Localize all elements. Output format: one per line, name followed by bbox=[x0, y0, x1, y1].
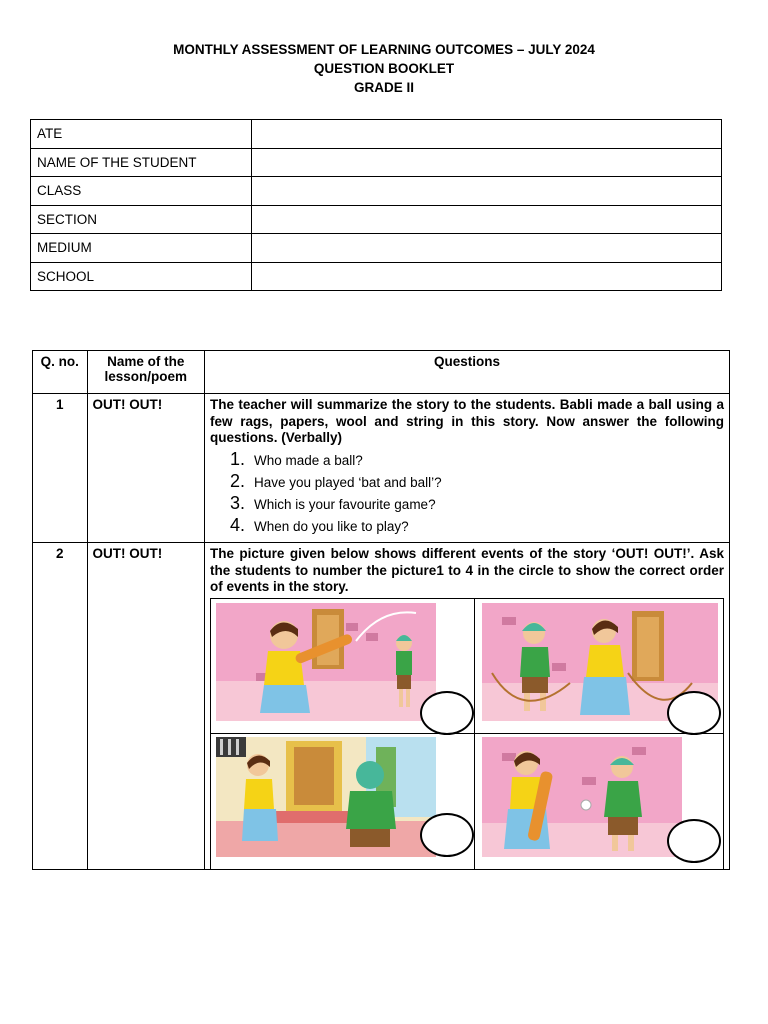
header-title: MONTHLY ASSESSMENT OF LEARNING OUTCOMES – JULY 2024 bbox=[173, 42, 595, 57]
list-item bbox=[230, 515, 724, 537]
list-number: 2. bbox=[230, 470, 246, 491]
question-content bbox=[205, 543, 730, 870]
question-text: The teacher will summarize the story to the students. Babli made a ball using a few rags, papers, wool and string in this story. Now answer the following questions. (Verbally) bbox=[210, 397, 724, 445]
list-number: 1. bbox=[230, 448, 246, 469]
question-number: 2 bbox=[33, 543, 88, 870]
grid-divider bbox=[474, 599, 475, 869]
info-row bbox=[31, 234, 722, 263]
grid-divider bbox=[210, 599, 211, 869]
info-value-field[interactable] bbox=[252, 262, 722, 291]
story-picture-3 bbox=[216, 737, 436, 857]
grid-divider bbox=[723, 599, 724, 869]
info-row bbox=[31, 120, 722, 149]
info-label: ATE bbox=[31, 120, 252, 149]
info-label: NAME OF THE STUDENT bbox=[31, 148, 252, 177]
questions-header-row bbox=[33, 351, 730, 394]
info-value-field[interactable] bbox=[252, 205, 722, 234]
header-qno: Q. no. bbox=[33, 351, 88, 394]
header-grade: GRADE II bbox=[353, 80, 414, 95]
header-questions: Questions bbox=[205, 351, 730, 394]
info-label: SECTION bbox=[31, 205, 252, 234]
question-row-2 bbox=[33, 543, 730, 870]
list-number: 3. bbox=[230, 492, 246, 513]
info-label: SCHOOL bbox=[31, 262, 252, 291]
question-content bbox=[205, 394, 730, 543]
question-number: 1 bbox=[33, 394, 88, 543]
header-lesson: Name of the lesson/poem bbox=[87, 351, 205, 394]
list-number: 4. bbox=[230, 514, 246, 535]
order-circle-2[interactable] bbox=[667, 691, 721, 735]
list-item bbox=[230, 449, 724, 471]
info-row bbox=[31, 262, 722, 291]
story-picture-4 bbox=[482, 737, 682, 857]
lesson-name: OUT! OUT! bbox=[87, 394, 205, 543]
info-value-field[interactable] bbox=[252, 177, 722, 206]
grid-divider bbox=[210, 733, 724, 734]
info-label: CLASS bbox=[31, 177, 252, 206]
sub-question-list bbox=[230, 449, 724, 537]
info-row bbox=[31, 148, 722, 177]
lesson-name: OUT! OUT! bbox=[87, 543, 205, 870]
info-label: MEDIUM bbox=[31, 234, 252, 263]
questions-table bbox=[32, 350, 730, 870]
question-text: The picture given below shows different events of the story ‘OUT! OUT!’. Ask the students to number the picture1 to 4 in the circle to show the correct order of events in the story. bbox=[210, 546, 724, 594]
order-circle-1[interactable] bbox=[420, 691, 474, 735]
list-text: Who made a ball? bbox=[254, 452, 363, 468]
info-value-field[interactable] bbox=[252, 120, 722, 149]
info-row bbox=[31, 177, 722, 206]
list-item bbox=[230, 493, 724, 515]
picture-grid bbox=[210, 598, 724, 869]
header-subtitle: QUESTION BOOKLET bbox=[313, 61, 455, 76]
list-text: Which is your favourite game? bbox=[254, 496, 436, 512]
story-picture-1 bbox=[216, 603, 436, 721]
info-row bbox=[31, 205, 722, 234]
order-circle-3[interactable] bbox=[420, 813, 474, 857]
question-row-1 bbox=[33, 394, 730, 543]
list-text: Have you played ‘bat and ball’? bbox=[254, 474, 442, 490]
list-text: When do you like to play? bbox=[254, 518, 409, 534]
list-item bbox=[230, 471, 724, 493]
info-value-field[interactable] bbox=[252, 234, 722, 263]
document-header bbox=[0, 40, 768, 97]
student-info-table bbox=[30, 119, 722, 291]
order-circle-4[interactable] bbox=[667, 819, 721, 863]
info-value-field[interactable] bbox=[252, 148, 722, 177]
